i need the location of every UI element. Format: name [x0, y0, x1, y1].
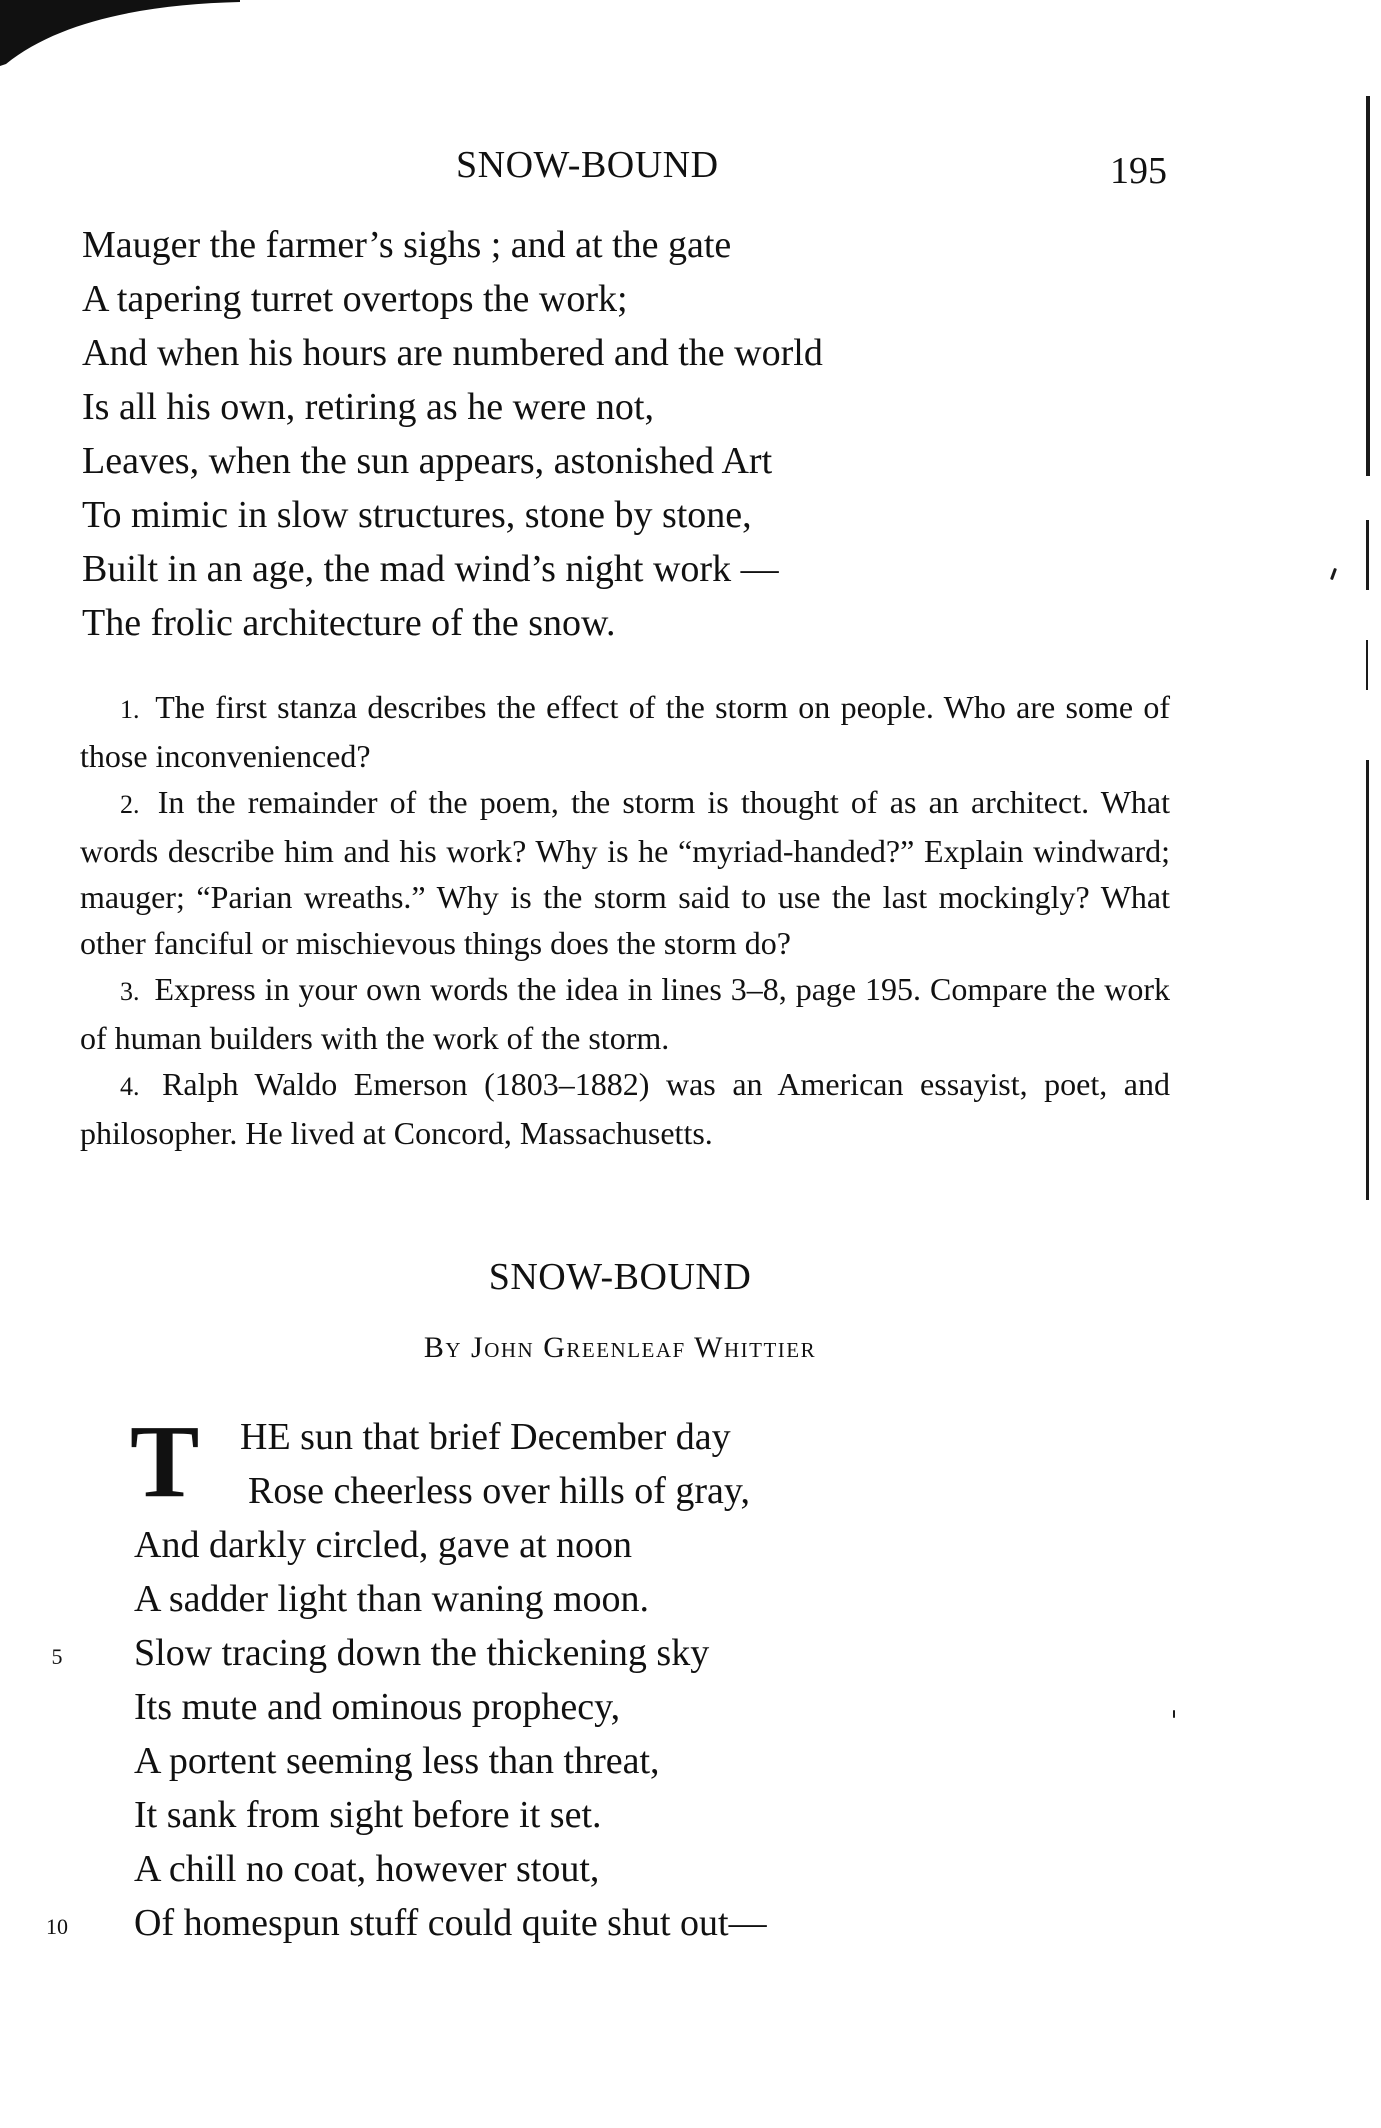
line-number: 5	[51, 1644, 63, 1669]
poem-line-text: Its mute and ominous prophecy,	[134, 1686, 621, 1728]
poem-line	[134, 1518, 1034, 1572]
poem-line	[134, 1572, 1034, 1626]
page-number: 195	[1110, 150, 1167, 192]
note-text: The first stanza describes the effect of the storm on people. Who are some of those inconvenienced?	[80, 689, 1171, 774]
poem-line: Mauger the farmer’s sighs ; and at the gate	[82, 224, 732, 266]
note-number: 3.	[120, 977, 140, 1006]
poem-body	[46, 1404, 1034, 1950]
scan-edge-strip	[1366, 760, 1369, 1200]
poem-line-text: A sadder light than waning moon.	[134, 1578, 650, 1620]
poem-line-text: Rose cheerless over hills of gray,	[248, 1470, 750, 1512]
poem-line: To mimic in slow structures, stone by stone,	[82, 494, 752, 536]
poem-line-text: And darkly circled, gave at noon	[134, 1524, 633, 1566]
poem-line-text: Slow tracing down the thickening sky	[134, 1632, 710, 1674]
poem-line	[134, 1680, 1034, 1734]
poem-line	[134, 1734, 1034, 1788]
poem-line	[134, 1842, 1034, 1896]
note-number: 4.	[120, 1072, 140, 1101]
drop-cap: T	[130, 1404, 200, 1519]
poem-line: Leaves, when the sun appears, astonished Art	[82, 440, 773, 482]
scan-corner-shadow	[0, 0, 240, 66]
poem-byline: By John Greenleaf Whittier	[423, 1331, 817, 1364]
scan-edge-strip	[1366, 640, 1368, 690]
poem-line-text: A portent seeming less than threat,	[134, 1740, 660, 1782]
scan-speck	[1173, 1710, 1175, 1718]
page-curl-shadow-icon	[0, 0, 240, 66]
note-item	[80, 779, 1170, 966]
note-number: 2.	[120, 790, 140, 819]
poem-line	[134, 1410, 1034, 1464]
poem-line-text: A chill no coat, however stout,	[134, 1848, 600, 1890]
poem-line	[51, 1626, 1034, 1680]
running-head	[0, 140, 1381, 190]
note-item	[80, 1061, 1170, 1156]
note-text: Ralph Waldo Emerson (1803–1882) was an American essayist, poet, and philosopher. He lived at Concord, Massachusetts.	[80, 1066, 1171, 1151]
poem-line	[134, 1788, 1034, 1842]
poem-line	[46, 1896, 1034, 1950]
scan-speck	[1330, 568, 1337, 580]
poem-line: A tapering turret overtops the work;	[82, 278, 628, 320]
note-number: 1.	[120, 695, 140, 724]
note-text: In the remainder of the poem, the storm is thought of as an architect. What words describe him and his work? Why is he “myriad-handed?” Explain windward; mauger; “Parian wreaths.” Why is the storm said to use the last mockingly? What other fanciful or mischievous things does the storm do?	[80, 784, 1171, 961]
poem-line-text: Of homespun stuff could quite shut out—	[134, 1902, 767, 1944]
previous-poem-ending	[82, 218, 1032, 650]
poem-line	[134, 1464, 1034, 1518]
poem-line: Built in an age, the mad wind’s night work —	[82, 548, 779, 590]
poem-line: And when his hours are numbered and the world	[82, 332, 823, 374]
poem-line: The frolic architecture of the snow.	[82, 602, 616, 644]
line-number: 10	[46, 1914, 68, 1939]
poem-line-text: HE sun that brief December day	[240, 1416, 731, 1458]
poem-line-text: It sank from sight before it set.	[134, 1794, 602, 1836]
note-item	[80, 966, 1170, 1061]
note-item	[80, 684, 1170, 779]
note-text: Express in your own words the idea in lines 3–8, page 195. Compare the work of human builders with the work of the storm.	[80, 971, 1171, 1056]
scan-edge-strip	[1366, 520, 1369, 590]
study-notes	[80, 684, 1170, 1156]
poem-title: SNOW-BOUND	[488, 1256, 752, 1298]
running-title: SNOW-BOUND	[456, 144, 719, 186]
poem-line: Is all his own, retiring as he were not,	[82, 386, 654, 428]
